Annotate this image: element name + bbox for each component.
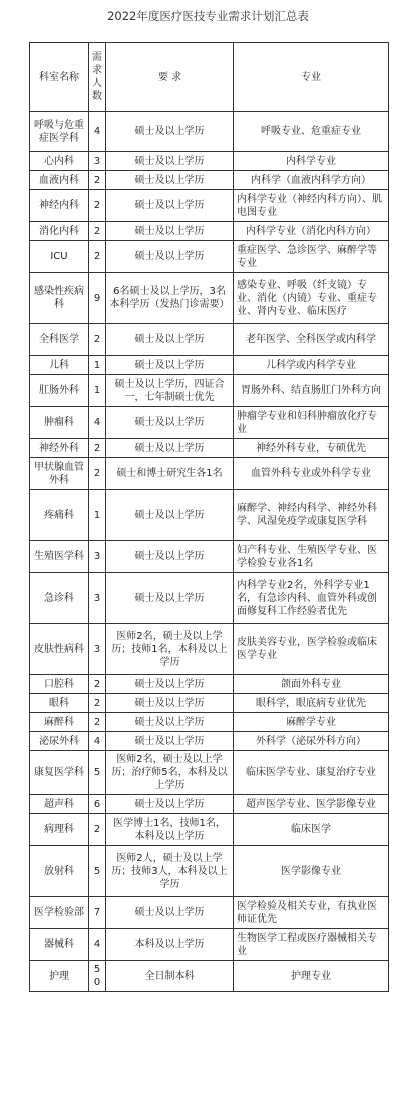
requirement-cell: 医师2名，硕士及以上学历；技师1名，本科及以上学历 [106,624,234,675]
count-cell: 2 [89,190,106,222]
table-row [30,407,389,439]
table-row [30,112,389,152]
table-row [30,152,389,171]
requirement-cell: 硕士及以上学历 [106,324,234,356]
dept-cell: 全科医学 [30,324,89,356]
table-row [30,929,389,961]
requirement-cell: 医学博士1名，技师1名，本科及以上学历 [106,814,234,846]
dept-cell: 肛肠外科 [30,375,89,407]
requirement-cell: 硕士及以上学历 [106,675,234,694]
table-row [30,375,389,407]
count-cell: 4 [89,929,106,961]
requirement-cell: 6名硕士及以上学历，3名本科学历（发热门诊需要） [106,273,234,324]
major-cell: 老年医学、全科医学或内科学 [234,324,389,356]
table-row [30,675,389,694]
table-row [30,458,389,490]
count-cell: 5 [89,751,106,795]
major-cell: 麻醉学专业 [234,713,389,732]
table-row [30,751,389,795]
major-cell: 护理专业 [234,961,389,992]
major-cell: 医学检验及相关专业，有执业医师证优先 [234,897,389,929]
count-cell: 1 [89,490,106,541]
dept-cell: 肿瘤科 [30,407,89,439]
major-cell: 内科学专业2名，外科学专业1名，有急诊内科、血管外科或创面修复科工作经验者优先 [234,573,389,624]
dept-cell: 皮肤性病科 [30,624,89,675]
count-cell: 2 [89,713,106,732]
major-cell: 儿科学或内科学专业 [234,356,389,375]
count-cell: 2 [89,171,106,190]
requirement-cell: 硕士及以上学历 [106,490,234,541]
requirement-cell: 医师2名，硕士及以上学历；治疗师5名，本科及以上学历 [106,751,234,795]
requirement-cell: 硕士及以上学历 [106,222,234,241]
requirement-cell: 硕士及以上学历 [106,152,234,171]
major-cell: 眼科学，眼底病专业优先 [234,694,389,713]
header-major: 专业 [234,43,389,112]
requirement-cell: 硕士及以上学历 [106,694,234,713]
major-cell: 胃肠外科、结直肠肛门外科方向 [234,375,389,407]
table-row [30,624,389,675]
dept-cell: 麻醉科 [30,713,89,732]
table-row [30,190,389,222]
requirement-cell: 硕士和博士研究生各1名 [106,458,234,490]
major-cell: 内科学专业 [234,152,389,171]
major-cell: 血管外科专业或外科学专业 [234,458,389,490]
count-cell: 3 [89,152,106,171]
dept-cell: 甲状腺血管外科 [30,458,89,490]
table-row [30,490,389,541]
table-row [30,356,389,375]
requirement-cell: 硕士及以上学历 [106,541,234,573]
count-cell: 2 [89,439,106,458]
requirement-cell: 硕士及以上学历 [106,241,234,273]
count-cell: 9 [89,273,106,324]
count-cell: 4 [89,732,106,751]
count-cell: 3 [89,573,106,624]
dept-cell: 康复医学科 [30,751,89,795]
dept-cell: 心内科 [30,152,89,171]
requirement-cell: 硕士及以上学历 [106,897,234,929]
requirement-cell: 硕士及以上学历 [106,713,234,732]
major-cell: 神经外科专业，专硕优先 [234,439,389,458]
table-row [30,961,389,992]
major-cell: 超声医学专业、医学影像专业 [234,795,389,814]
major-cell: 内科学（血液内科学方向） [234,171,389,190]
major-cell: 生物医学工程或医疗器械相关专业 [234,929,389,961]
table-row [30,795,389,814]
dept-cell: 神经内科 [30,190,89,222]
dept-cell: 病理科 [30,814,89,846]
dept-cell: 放射科 [30,846,89,897]
dept-cell: 神经外科 [30,439,89,458]
count-cell: 50 [89,961,106,992]
count-cell: 2 [89,324,106,356]
requirement-cell: 硕士及以上学历 [106,795,234,814]
major-cell: 重症医学、急诊医学、麻醉学等专业 [234,241,389,273]
requirement-cell: 硕士及以上学历 [106,171,234,190]
requirement-cell: 硕士及以上学历，四证合一，七年制硕士优先 [106,375,234,407]
dept-cell: 急诊科 [30,573,89,624]
dept-cell: 血液内科 [30,171,89,190]
requirement-cell: 硕士及以上学历 [106,190,234,222]
major-cell: 麻醉学、神经内科学、神经外科学、风湿免疫学或康复医学科 [234,490,389,541]
table-row [30,846,389,897]
table-row [30,573,389,624]
dept-cell: ICU [30,241,89,273]
count-cell: 2 [89,458,106,490]
count-cell: 7 [89,897,106,929]
requirement-cell: 全日制本科 [106,961,234,992]
table-row [30,713,389,732]
major-cell: 医学影像专业 [234,846,389,897]
dept-cell: 泌尿外科 [30,732,89,751]
count-cell: 2 [89,241,106,273]
count-cell: 2 [89,694,106,713]
count-cell: 6 [89,795,106,814]
table-row [30,732,389,751]
dept-cell: 生殖医学科 [30,541,89,573]
requirement-cell: 医师2人，硕士及以上学历；技师3人，本科及以上学历 [106,846,234,897]
major-cell: 皮肤美容专业，医学检验或临床医学专业 [234,624,389,675]
table-row [30,897,389,929]
requirement-cell: 硕士及以上学历 [106,356,234,375]
major-cell: 肿瘤学专业和妇科肿瘤放化疗专业 [234,407,389,439]
major-cell: 外科学（泌尿外科方向） [234,732,389,751]
table-row [30,439,389,458]
count-cell: 2 [89,814,106,846]
count-cell: 2 [89,222,106,241]
count-cell: 3 [89,624,106,675]
dept-cell: 疼痛科 [30,490,89,541]
major-cell: 感染专业、呼吸（纤支镜）专业、消化（内镜）专业、重症专业、肾内专业、临床医疗 [234,273,389,324]
table-row [30,273,389,324]
table-row [30,241,389,273]
requirement-cell: 硕士及以上学历 [106,407,234,439]
dept-cell: 口腔科 [30,675,89,694]
count-cell: 5 [89,846,106,897]
header-requirement: 要 求 [106,43,234,112]
table-row [30,541,389,573]
count-cell: 2 [89,675,106,694]
dept-cell: 超声科 [30,795,89,814]
dept-cell: 消化内科 [30,222,89,241]
dept-cell: 护理 [30,961,89,992]
requirement-cell: 硕士及以上学历 [106,573,234,624]
count-cell: 1 [89,356,106,375]
requirement-cell: 硕士及以上学历 [106,112,234,152]
count-cell: 1 [89,375,106,407]
dept-cell: 感染性疾病科 [30,273,89,324]
major-cell: 妇产科专业、生殖医学专业、医学检验专业各1名 [234,541,389,573]
major-cell: 临床医学专业、康复治疗专业 [234,751,389,795]
table-row [30,694,389,713]
dept-cell: 眼科 [30,694,89,713]
dept-cell: 医学检验部 [30,897,89,929]
dept-cell: 儿科 [30,356,89,375]
count-cell: 3 [89,541,106,573]
major-cell: 颌面外科专业 [234,675,389,694]
count-cell: 4 [89,112,106,152]
table-body [30,112,389,992]
requirement-cell: 本科及以上学历 [106,929,234,961]
major-cell: 内科学专业（神经内科方向）、肌电图专业 [234,190,389,222]
dept-cell: 器械科 [30,929,89,961]
table-row [30,222,389,241]
header-dept: 科室名称 [30,43,89,112]
header-row [30,43,389,112]
page-title: 2022年度医疗医技专业需求计划汇总表 [107,9,309,23]
table-row [30,814,389,846]
requirements-table [29,42,389,992]
major-cell: 呼吸专业、危重症专业 [234,112,389,152]
requirement-cell: 硕士及以上学历 [106,732,234,751]
requirement-cell: 硕士及以上学历 [106,439,234,458]
table-row [30,171,389,190]
dept-cell: 呼吸与危重症医学科 [30,112,89,152]
major-cell: 临床医学 [234,814,389,846]
count-cell: 4 [89,407,106,439]
table-row [30,324,389,356]
header-count: 需求人数 [89,43,106,112]
major-cell: 内科学专业（消化内科方向） [234,222,389,241]
